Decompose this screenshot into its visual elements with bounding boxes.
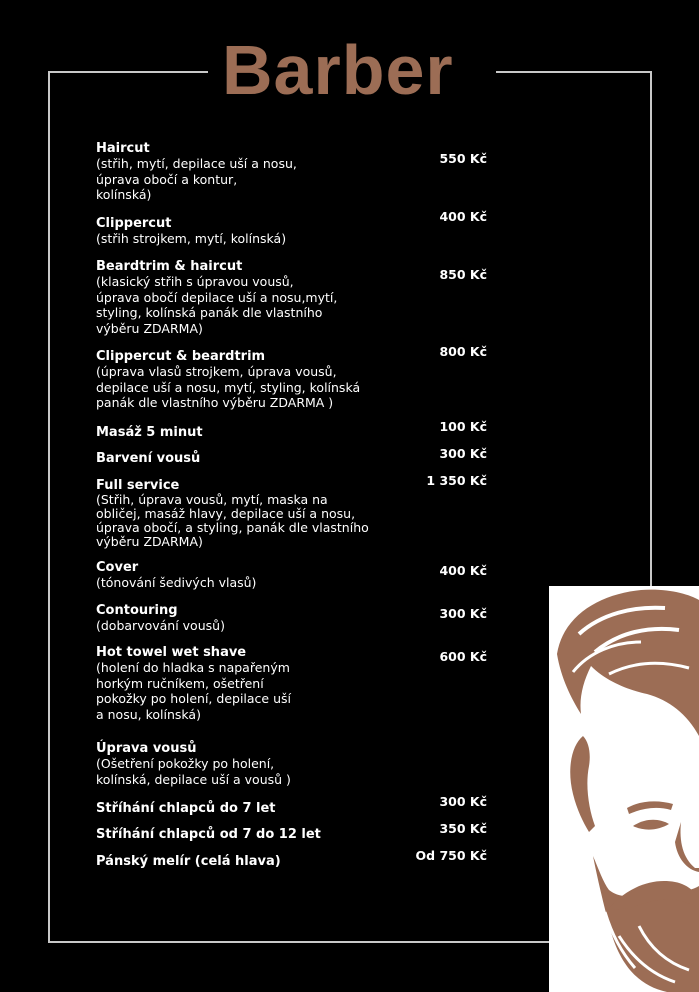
- service-item: [96, 216, 396, 247]
- service-item: [96, 801, 396, 816]
- page-title: Barber: [222, 31, 454, 109]
- service-item: [96, 451, 396, 466]
- service-item: [96, 827, 396, 842]
- service-name: Stříhání chlapců od 7 do 12 let: [96, 827, 321, 842]
- service-name: Hot towel wet shave: [96, 645, 247, 660]
- service-description: (klasický střih s úpravou vousů, úprava obočí depilace uší a nosu,mytí, styling, kolínská panák dle vlastního výběru ZDARMA): [96, 274, 338, 336]
- service-name: Úprava vousů: [96, 741, 197, 756]
- service-name: Full service: [96, 478, 180, 493]
- service-item: [96, 645, 396, 722]
- service-name: Pánský melír (celá hlava): [96, 854, 281, 869]
- service-price: 300 Kč: [439, 606, 487, 621]
- service-price: 550 Kč: [439, 151, 487, 166]
- service-price: 400 Kč: [439, 209, 487, 224]
- service-description: (Ošetření pokožky po holení, kolínská, depilace uší a vousů ): [96, 756, 291, 787]
- service-name: Masáž 5 minut: [96, 425, 203, 440]
- service-name: Cover: [96, 560, 139, 575]
- service-price: 850 Kč: [439, 267, 487, 282]
- service-name: Clippercut: [96, 216, 172, 231]
- service-description: (Střih, úprava vousů, mytí, maska na obličej, masáž hlavy, depilace uší a nosu, úprava obočí, a styling, panák dle vlastního výběru ZDARMA): [96, 492, 369, 549]
- service-price: 400 Kč: [439, 563, 487, 578]
- service-description: (holení do hladka s napařeným horkým ručníkem, ošetření pokožky po holení, depilace uší a nosu, kolínská): [96, 660, 291, 722]
- service-name: Contouring: [96, 603, 178, 618]
- service-name: Stříhání chlapců do 7 let: [96, 801, 276, 816]
- service-description: (tónování šedivých vlasů): [96, 575, 257, 590]
- service-item: [96, 560, 396, 591]
- service-description: (dobarvování vousů): [96, 618, 225, 633]
- service-price: 600 Kč: [439, 649, 487, 664]
- bearded-man-icon: [549, 586, 699, 992]
- service-item: [96, 478, 396, 549]
- service-price: 1 350 Kč: [426, 473, 487, 488]
- service-price: 300 Kč: [439, 446, 487, 461]
- service-description: (úprava vlasů strojkem, úprava vousů, depilace uší a nosu, mytí, styling, kolínská panák dle vlastního výběru ZDARMA ): [96, 364, 361, 410]
- service-price: 800 Kč: [439, 344, 487, 359]
- service-item: [96, 854, 396, 869]
- service-name: Beardtrim & haircut: [96, 259, 243, 274]
- service-item: [96, 603, 396, 634]
- bearded-man-illustration: [549, 586, 699, 992]
- service-name: Haircut: [96, 141, 150, 156]
- service-item: [96, 425, 396, 440]
- service-price: 350 Kč: [439, 821, 487, 836]
- service-price: 100 Kč: [439, 419, 487, 434]
- service-item: [96, 349, 396, 411]
- service-item: [96, 141, 396, 203]
- service-name: Clippercut & beardtrim: [96, 349, 266, 364]
- service-item: [96, 741, 396, 787]
- service-price: 300 Kč: [439, 794, 487, 809]
- service-description: (střih, mytí, depilace uší a nosu, úprava obočí a kontur, kolínská): [96, 156, 297, 202]
- service-name: Barvení vousů: [96, 451, 201, 466]
- service-description: (střih strojkem, mytí, kolínská): [96, 231, 287, 246]
- service-item: [96, 259, 396, 336]
- service-price: Od 750 Kč: [415, 848, 487, 863]
